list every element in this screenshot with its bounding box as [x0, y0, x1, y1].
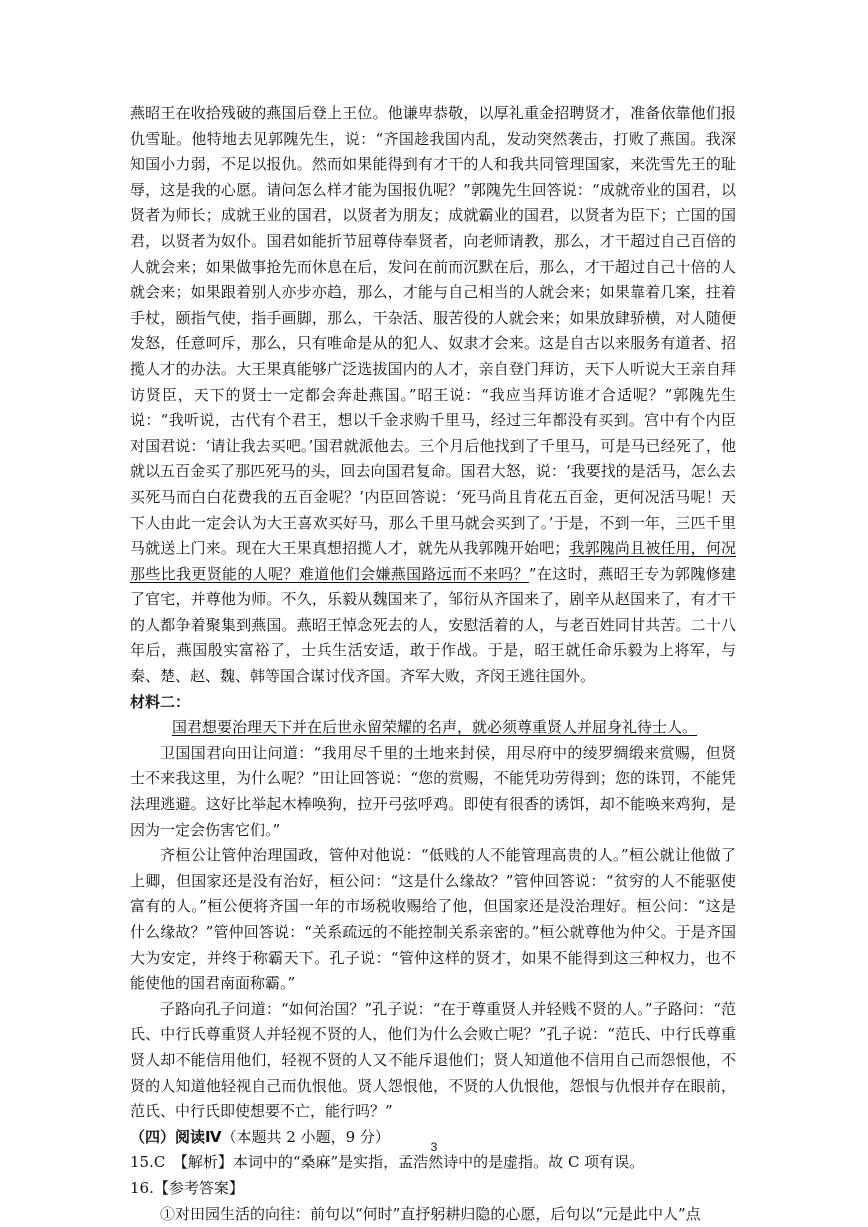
- material-2-thesis-text: 国君想要治理天下并在后世永留荣耀的名声，就必须尊重贤人并屈身礼待士人。: [172, 718, 698, 737]
- paragraph-1: [130, 101, 736, 690]
- paragraph-3: 齐桓公让管仲治理国政，管仲对他说：“低贱的人不能管理高贵的人。”桓公就让他做了上卿，但国家还是没有治好，桓公问：“这是什么缘故？”管仲回答说：“贫穷的人不能驱使富有的人。”桓公便将齐国一年的市场税收赐给了他，但国家还是没治理好。桓公问：“这是什么缘故？”管仲回答说：“关系疏远的不能控制关系亲密的。”桓公就尊他为仲父。于是齐国大为安定，并终于称霸天下。孔子说：“管仲这样的贤才，如果不能得到这三种权力，也不能使他的国君南面称霸。”: [130, 846, 736, 993]
- underlined-sentence: 我郭隗尚且被任用，何况那些比我更贤能的人呢？难道他们会嫌燕国路远而不来吗？: [130, 539, 736, 583]
- paragraph-2: 卫国国君向田让问道：“我用尽千里的土地来封侯，用尽府中的绫罗绸缎来赏赐，但贤士不来我这里，为什么呢？”田让回答说：“您的赏赐，不能凭功劳得到；您的诛罚，不能凭法理逃避。这好比举起木棒唤狗，拉开弓弦呼鸡。即使有很香的诱饵，却不能唤来鸡狗，是因为一定会伤害它们。”: [130, 743, 736, 839]
- page-number: 3: [430, 1140, 438, 1154]
- paragraph-4: 子路向孔子问道：“如何治国？”孔子说：“在于尊重贤人并轻贱不贤的人。”子路问：“范氏、中行氏尊重贤人并轻视不贤的人，他们为什么会败亡呢？”孔子说：“范氏、中行氏尊重贤人却不能信用他们，轻视不贤的人又不能斥退他们；贤人知道他不信用自己而怨恨他，不贤的人知道他轻视自己而仇恨他。贤人怨恨他，不贤的人仇恨他，怨恨与仇恨并存在眼前，范氏、中行氏即使想要不亡，能行吗？”: [130, 999, 736, 1121]
- answer-16-item-1: ①对田园生活的向往：前句以“何时”直抒躬耕归隐的心愿，后句以“元是此中人”点: [160, 1204, 701, 1223]
- section-heading-title: （四）阅读Ⅳ: [130, 1127, 222, 1146]
- section-heading-note: （本题共 2 小题，9 分）: [221, 1127, 390, 1146]
- document-body: [130, 101, 736, 1227]
- answer-15: 15.C 【解析】本词中的“桑麻”是实指，孟浩然诗中的是虚指。故 C 项有误。: [130, 1153, 645, 1172]
- material-2-thesis: [130, 715, 736, 741]
- material-2-heading: 材料二：: [130, 692, 191, 711]
- answer-16-heading: 16.【参考答案】: [130, 1178, 244, 1197]
- paragraph-1-text-a: 燕昭王在收拾残破的燕国后登上王位。他谦卑恭敬，以厚礼重金招聘贤才，准备依靠他们报仇雪耻。他特地去见郭隗先生，说：“齐国趁我国内乱，发动突然袭击，打败了燕国。我深知国小力弱，不足以报仇。然而如果能得到有才干的人和我共同管理国家，来洗雪先王的耻辱，这是我的心愿。请问怎么样才能为国报仇呢？”郭隗先生回答说：“成就帝业的国君，以贤者为师长；成就王业的国君，以贤者为朋友；成就霸业的国君，以贤者为臣下；亡国的国君，以贤者为奴仆。国君如能折节屈尊侍奉贤者，向老师请教，那么，才干超过自己百倍的人就会来；如果做事抢先而休息在后，发问在前而沉默在后，那么，才干超过自己十倍的人就会来；如果跟着别人亦步亦趋，那么，才能与自己相当的人就会来；如果靠着几案，拄着手杖，颐指气使，指手画脚，那么，干杂活、服苦役的人就会来；如果放肆骄横，对人随便发怒，任意呵斥，那么，只有唯命是从的犯人、奴隶才会来。这是自古以来服务有道者、招揽人才的办法。大王果真能够广泛选拔国内的人才，亲自登门拜访，天下人听说大王亲自拜访贤臣，天下的贤士一定都会奔赴燕国。”昭王说：“我应当拜访谁才合适呢？”郭隗先生说：“我听说，古代有个君王，想以千金求购千里马，经过三年都没有买到。宫中有个内臣对国君说：‘请让我去买吧。’国君就派他去。三个月后他找到了千里马，可是马已经死了，他就以五百金买了那匹死马的头，回去向国君复命。国君大怒，说：‘我要找的是活马，怎么去买死马而白白花费我的五百金呢？’内臣回答说：‘死马尚且肯花五百金，更何况活马呢！天下人由此一定会认为大王喜欢买好马，那么千里马就会买到了。’于是，不到一年，三匹千里马就送上门来。现在大王果真想招揽人才，就先从我郭隗开始吧；: [130, 104, 736, 558]
- paragraph-1-text-b: ”在这时，燕昭王专为郭隗修建了官宅，并尊他为师。不久，乐毅从魏国来了，邹衍从齐国来了，剧辛从赵国来了，有才干的人都争着聚集到燕国。燕昭王悼念死去的人，安慰活着的人，与老百姓同甘共苦。二十八年后，燕国殷实富裕了，士兵生活安适，敢于作战。于是，昭王就任命乐毅为上将军，与秦、楚、赵、魏、韩等国合谋讨伐齐国。齐军大败，齐闵王逃往国外。: [130, 564, 736, 686]
